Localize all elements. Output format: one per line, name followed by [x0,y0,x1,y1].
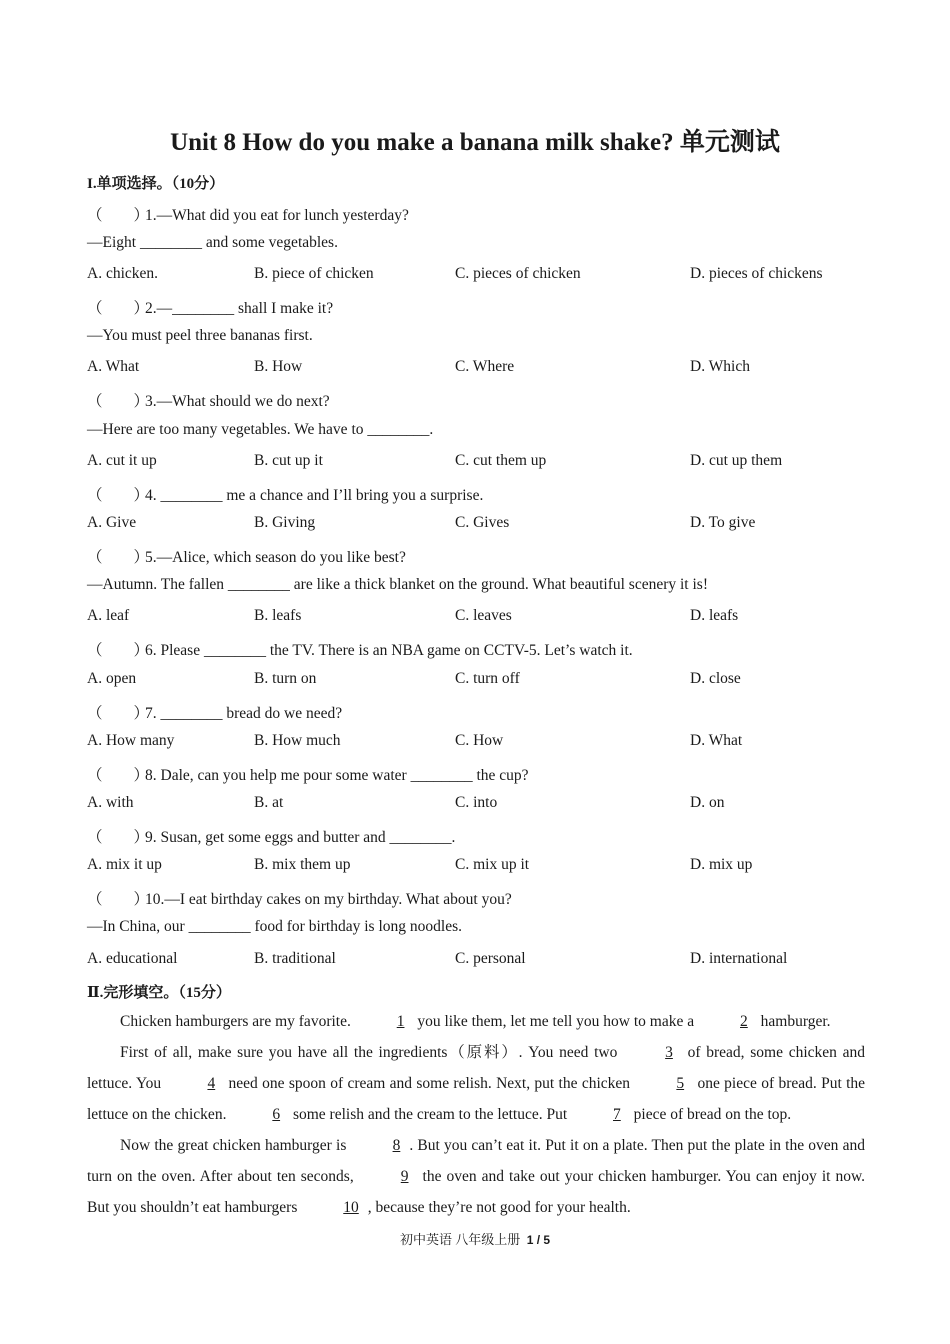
section2-heading: Ⅱ.完形填空。（15分） [87,985,231,1001]
q10-option-b: B. traditional [254,950,336,967]
q2-option-d: D. Which [690,358,750,375]
q1-option-a: A. chicken. [87,265,159,282]
cloze-paragraph-1: Chicken hamburgers are my favorite. 1 you like them, let me tell you how to make a 2 hamburger. [87,1006,865,1037]
q10-option-d: D. international [690,950,788,967]
q4-option-a: A. Give [87,514,137,531]
q2-option-b: B. How [254,358,303,375]
page-title: Unit 8 How do you make a banana milk shake? 单元测试 [170,129,780,156]
question-1-reply: —Eight ________ and some vegetables. [87,234,338,251]
q7-option-a: A. How many [87,732,175,749]
footer-text: 初中英语 八年级上册 [399,1232,521,1247]
q2-option-a: A. What [87,358,140,375]
q6-option-c: C. turn off [455,670,520,687]
q5-option-b: B. leafs [254,607,302,624]
q7-option-d: D. What [690,732,743,749]
question-8: （ ）8. Dale, can you help me pour some water ________ the cup? [87,767,529,784]
question-3: （ ）3.—What should we do next? [87,393,330,410]
q7-option-b: B. How much [254,732,341,749]
q5-option-a: A. leaf [87,607,130,624]
cloze-blank-3: 3 [665,1044,673,1061]
q6-option-d: D. close [690,670,741,687]
q8-option-c: C. into [455,794,498,811]
question-4: （ ）4. ________ me a chance and I’ll bring you a surprise. [87,487,484,504]
question-2-reply: —You must peel three bananas first. [87,327,313,344]
q4-option-c: C. Gives [455,514,510,531]
cloze-paragraph-2: First of all, make sure you have all the ingredients（原料）. You need two 3 of bread, some chicken and lettuce. You 4 need one spoon of cream and some relish. Next, put the chicken 5 one piece of bread. Put the lettuce on the chicken. 6 some relish and the cream to the lettuce. Put 7 piece of bread on the top. [87,1037,865,1130]
question-5-reply: —Autumn. The fallen ________ are like a thick blanket on the ground. What beautiful scenery it is! [87,576,708,593]
q7-option-c: C. How [455,732,504,749]
q1-option-c: C. pieces of chicken [455,265,581,282]
question-7: （ ）7. ________ bread do we need? [87,705,343,722]
page-footer [0,1229,950,1248]
q10-option-a: A. educational [87,950,178,967]
q5-option-c: C. leaves [455,607,512,624]
q3-option-d: D. cut up them [690,452,783,469]
question-5: （ ）5.—Alice, which season do you like best? [87,549,406,566]
cloze-blank-8: 8 [392,1137,401,1154]
cloze-blank-2: 2 [740,1013,748,1030]
cloze-blank-1: 1 [396,1013,405,1030]
q9-option-d: D. mix up [690,856,753,873]
q8-option-a: A. with [87,794,134,811]
cloze-blank-6: 6 [272,1106,281,1123]
q1-option-b: B. piece of chicken [254,265,374,282]
q9-option-b: B. mix them up [254,856,351,873]
q6-option-a: A. open [87,670,137,687]
question-1: （ ）1.—What did you eat for lunch yesterday? [87,207,409,224]
q2-option-c: C. Where [455,358,515,375]
section1-heading: I.单项选择。（10分） [87,176,225,192]
cloze-blank-5: 5 [676,1075,685,1092]
cloze-blank-9: 9 [400,1168,409,1185]
q3-option-a: A. cut it up [87,452,157,469]
q9-option-a: A. mix it up [87,856,162,873]
q9-option-c: C. mix up it [455,856,530,873]
question-3-reply: —Here are too many vegetables. We have to ________. [87,421,434,438]
question-10: （ ）10.—I eat birthday cakes on my birthday. What about you? [87,891,512,908]
q10-option-c: C. personal [455,950,526,967]
question-2: （ ）2.—________ shall I make it? [87,300,334,317]
cloze-blank-4: 4 [207,1075,216,1092]
q5-option-d: D. leafs [690,607,739,624]
cloze-blank-7: 7 [613,1106,621,1123]
q1-option-d: D. pieces of chickens [690,265,823,282]
cloze-paragraph-3: Now the great chicken hamburger is 8 . But you can’t eat it. Put it on a plate. Then put the plate in the oven and turn on the oven. After about ten seconds, 9 the oven and take out your chicken hamburger. You can enjoy it now. But you shouldn’t eat hamburgers 10 , because they’re not good for your health. [87,1130,865,1223]
question-10-reply: —In China, our ________ food for birthday is long noodles. [87,918,462,935]
q4-option-d: D. To give [690,514,756,531]
cloze-blank-10: 10 [343,1199,359,1216]
page-number: 1 / 5 [526,1233,551,1247]
q4-option-b: B. Giving [254,514,316,531]
q3-option-c: C. cut them up [455,452,547,469]
q8-option-b: B. at [254,794,284,811]
q6-option-b: B. turn on [254,670,317,687]
q8-option-d: D. on [690,794,725,811]
question-9: （ ）9. Susan, get some eggs and butter and ________. [87,829,456,846]
question-6: （ ）6. Please ________ the TV. There is an NBA game on CCTV-5. Let’s watch it. [87,642,633,659]
q3-option-b: B. cut up it [254,452,323,469]
